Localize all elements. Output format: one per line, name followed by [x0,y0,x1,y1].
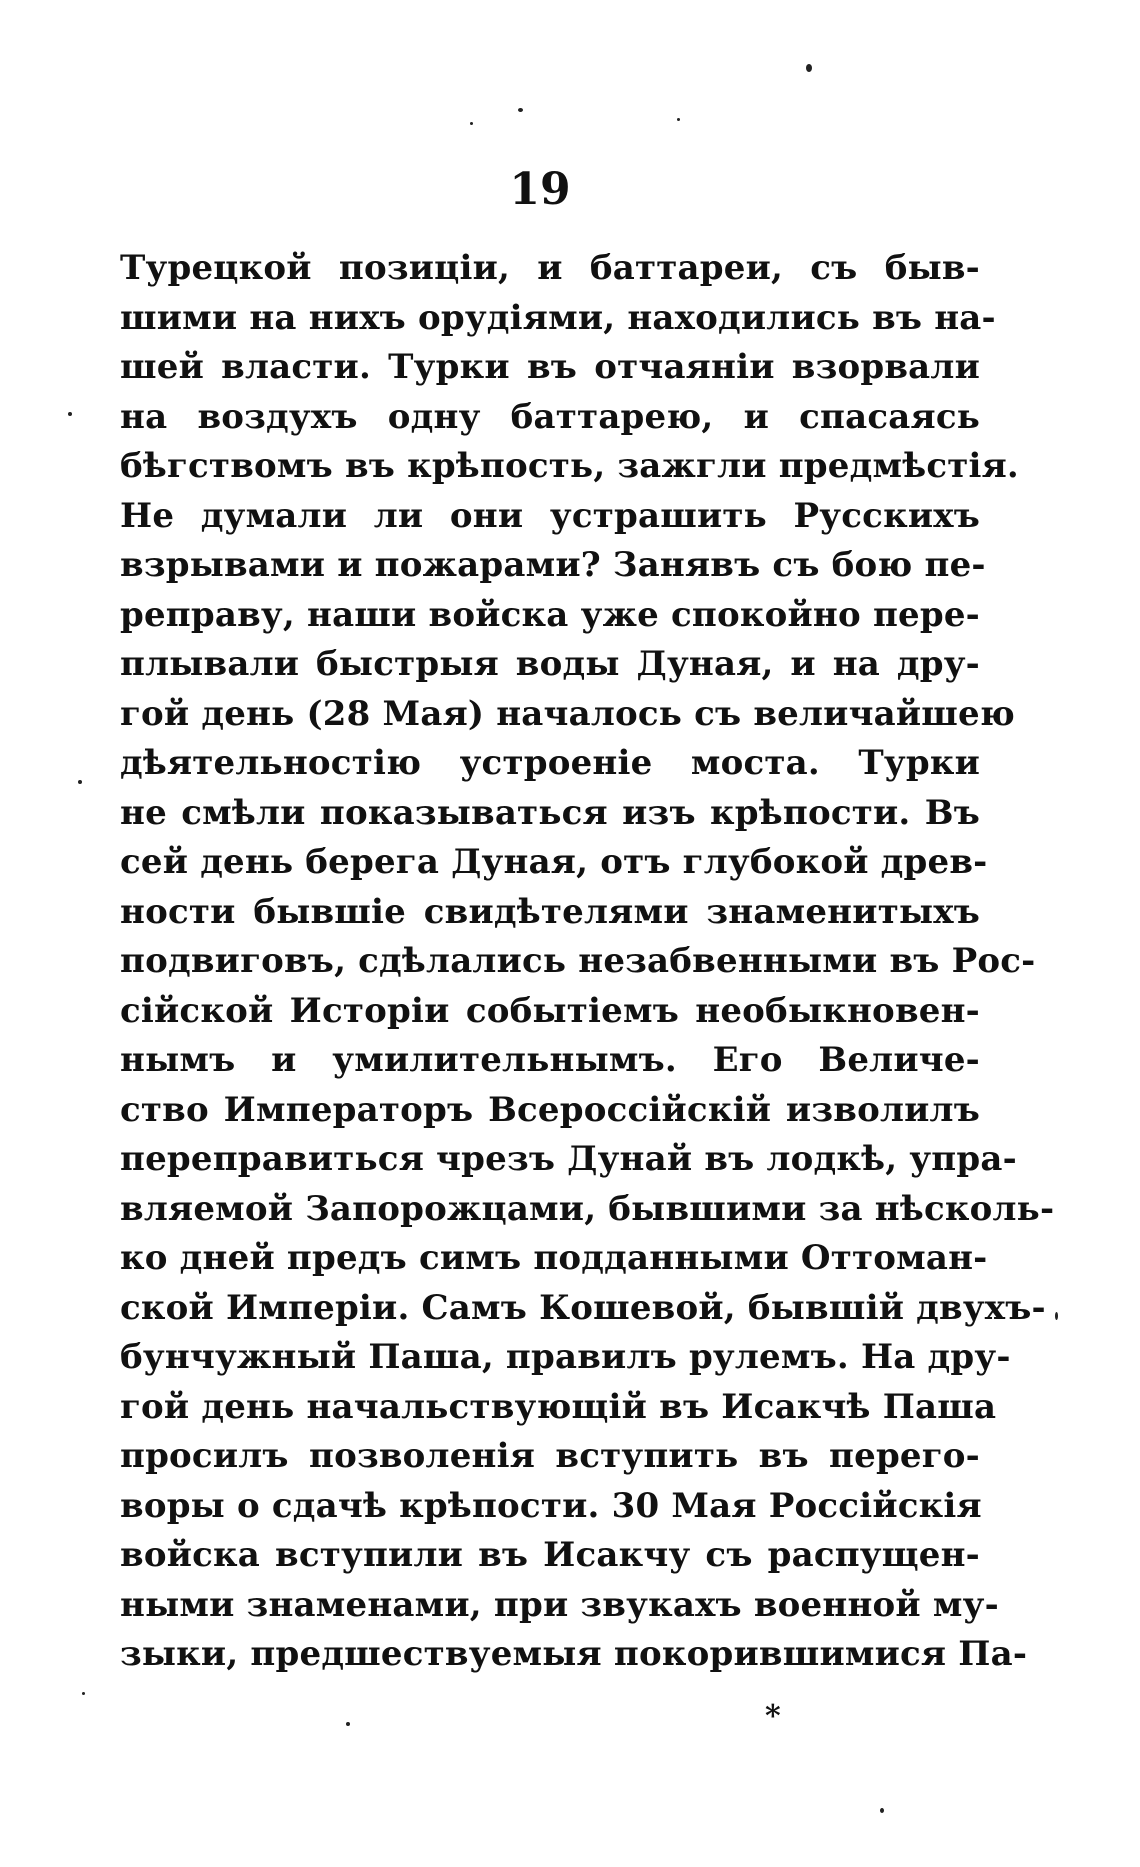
text-line: дѣятельностію устроеніе моста. Турки [120,743,980,783]
scan-speck [677,118,680,121]
text-line: шими на нихъ орудіями, находились въ на- [120,297,996,338]
text-line: воры о сдачѣ крѣпости. 30 Мая Россійскія [120,1485,982,1526]
text-line: Не думали ли они устрашить Русскихъ [120,495,980,536]
text-line: ство Императоръ Всероссійскій изволилъ [120,1089,980,1130]
text-line: ко дней предъ симъ подданными Оттоман- [120,1238,988,1278]
text-line: сей день берега Дуная, отъ глубокой древ- [120,842,988,882]
text-line: войска вступили въ Исакчу съ распущен- [120,1535,980,1575]
text-line: гой день начальствующій въ Исакчѣ Паша [120,1386,997,1427]
scan-speck [68,412,72,416]
text-line: сійской Исторіи событіемъ необыкновен- [120,990,980,1031]
text-line: взрывами и пожарами? Занявъ съ бою пе- [120,545,986,585]
scan-speck [880,1808,884,1813]
text-line: шей власти. Турки въ отчаяніи взорвали [120,347,980,387]
text-line: бунчужный Паша, правилъ рулемъ. На дру- [120,1337,1011,1377]
scan-speck [82,1692,85,1695]
text-line: ской Имперіи. Самъ Кошевой, бывшій двухъ- [120,1287,1046,1328]
text-line: ности бывшіе свидѣтелями знаменитыхъ [120,891,980,932]
text-line: ными знаменами, при звукахъ военной му- [120,1584,999,1625]
text-line: вляемой Запорожцами, бывшими за нѣсколь- [120,1188,1055,1229]
scan-speck [470,122,473,125]
text-line: переправиться чрезъ Дунай въ лодкѣ, упра- [120,1139,1017,1179]
text-line: не смѣли показываться изъ крѣпости. Въ [120,792,980,833]
scan-speck [806,64,812,72]
scan-speck [1055,1312,1058,1320]
footer-asterisk: * [765,1699,781,1734]
text-line: подвиговъ, сдѣлались незабвенными въ Рос- [120,941,1036,981]
scan-speck [78,780,82,784]
text-line: зыки, предшествуемыя покорившимися Па- [120,1634,1028,1674]
text-line: реправу, наши войска уже спокойно пере- [120,594,980,635]
text-line: гой день (28 Мая) началось съ величайшею [120,693,1015,734]
body-text [120,244,1055,1680]
page-number: 19 [509,164,571,215]
text-line: бѣгствомъ въ крѣпость, зажгли предмѣстія. [120,446,1019,486]
scan-speck [346,1722,350,1726]
text-line: нымъ и умилительнымъ. Его Величе- [120,1040,980,1080]
text-line: на воздухъ одну баттарею, и спасаясь [120,396,980,437]
text-line: плывали быстрыя воды Дуная, и на дру- [120,644,980,684]
text-line: просилъ позволенія вступить въ перего- [120,1436,980,1476]
scan-speck [518,108,523,112]
text-line: Турецкой позиціи, и баттареи, съ быв- [120,248,980,288]
